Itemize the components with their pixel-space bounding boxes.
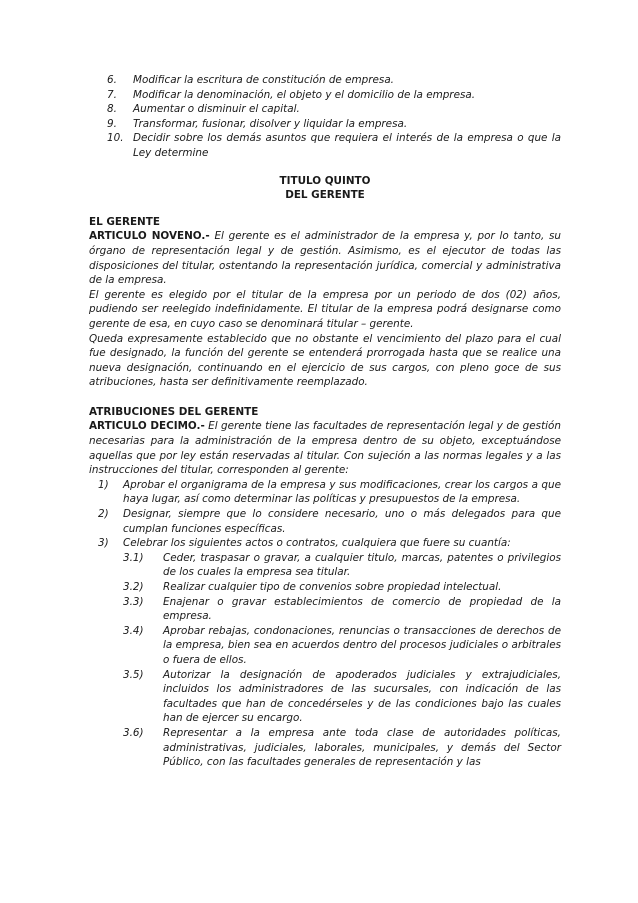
sub-list-item: 3.6) Representar a la empresa ante toda clase de autoridades políticas, administrativas, judiciales, laborales, municipales, y demás del Sector Público, con las facultades generales de representación y las	[123, 726, 561, 769]
list-item: 3) Celebrar los siguientes actos o contratos, cualquiera que fuere su cuantía:	[98, 537, 511, 550]
sub-list-item: 3.5) Autorizar la designación de apoderados judiciales y extrajudiciales, incluidos los administradores de las sucursales, con indicación de las facultades que han de concedérseles y de las condiciones bajo las cuales han de ejercer su encargo.	[123, 668, 561, 725]
sub-list-item: 3.4) Aprobar rebajas, condonaciones, renuncias o transacciones de derechos de la empresa, bien sea en acuerdos dentro del procesos judiciales o arbitrales o fuera de ellos.	[123, 624, 561, 666]
sub-list-item: 3.1) Ceder, traspasar o gravar, a cualquier titulo, marcas, patentes o privilegios de los cuales la empresa sea titular.	[123, 551, 561, 579]
article-label: ARTICULO NOVENO.-	[89, 230, 210, 243]
list-item: 2) Designar, siempre que lo considere necesario, uno o más delegados para que cumplan funciones específicas.	[98, 508, 561, 535]
paragraph: Queda expresamente establecido que no obstante el vencimiento del plazo para el cual fue designado, la función del gerente se entenderá prorrogada hasta que se realice una nueva designación, continuando en el ejercicio de sus cargos, con pleno goce de sus atribuciones, hasta ser definitivamente reemplazado.	[89, 332, 561, 389]
title-line-2: DEL GERENTE	[285, 189, 365, 202]
sub-list-item: 3.2) Realizar cualquier tipo de convenios sobre propiedad intelectual.	[123, 581, 502, 593]
list-item: 1) Aprobar el organigrama de la empresa y sus modificaciones, crear los cargos a que haya lugar, así como determinar las políticas y presupuestos de la empresa.	[98, 478, 561, 506]
list-item: 8. Aumentar o disminuir el capital.	[107, 103, 300, 116]
sub-list-item: 3.3) Enajenar o gravar establecimientos de comercio de propiedad de la empresa.	[123, 595, 561, 623]
list-item: 6. Modificar la escritura de constitución de empresa.	[107, 74, 394, 86]
article-label: ARTICULO DECIMO.-	[89, 420, 205, 433]
section-heading: EL GERENTE	[89, 215, 160, 228]
list-item: 10. Decidir sobre los demás asuntos que requiera el interés de la empresa o que la Ley determine	[107, 132, 561, 159]
list-item: 7. Modificar la denominación, el objeto y el domicilio de la empresa.	[107, 88, 476, 101]
article-text: El gerente tiene las facultades de representación legal y de gestión necesarias para la administración de la empresa dentro de su objeto, exceptuándose aquellas que por ley están reservadas al titular. Con sujeción a las normas legales y a las instrucciones del titular, corresponden al gerente:	[89, 420, 561, 477]
article-paragraph	[89, 419, 561, 477]
list-item: 9. Transformar, fusionar, disolver y liquidar la empresa.	[107, 117, 408, 130]
title-line-1: TITULO QUINTO	[279, 174, 371, 187]
document-body	[89, 73, 561, 770]
section-atribuciones	[89, 405, 561, 770]
section-el-gerente	[89, 215, 561, 390]
section-heading: ATRIBUCIONES DEL GERENTE	[89, 405, 259, 418]
chapter-title	[89, 174, 561, 203]
article-paragraph	[89, 229, 561, 287]
article-text: El gerente es el administrador de la empresa y, por lo tanto, su órgano de representación legal y de gestión. Asimismo, es el ejecutor de todas las disposiciones del titular, ostentando la representación jurídica, comercial y administrativa de la empresa.	[89, 230, 561, 287]
powers-list-continued	[89, 73, 561, 161]
paragraph: El gerente es elegido por el titular de la empresa por un periodo de dos (02) años, pudiendo ser reelegido indefinidamente. El titular de la empresa podrá designarse como gerente de esa, en cuyo caso se denominará titular – gerente.	[89, 288, 561, 330]
